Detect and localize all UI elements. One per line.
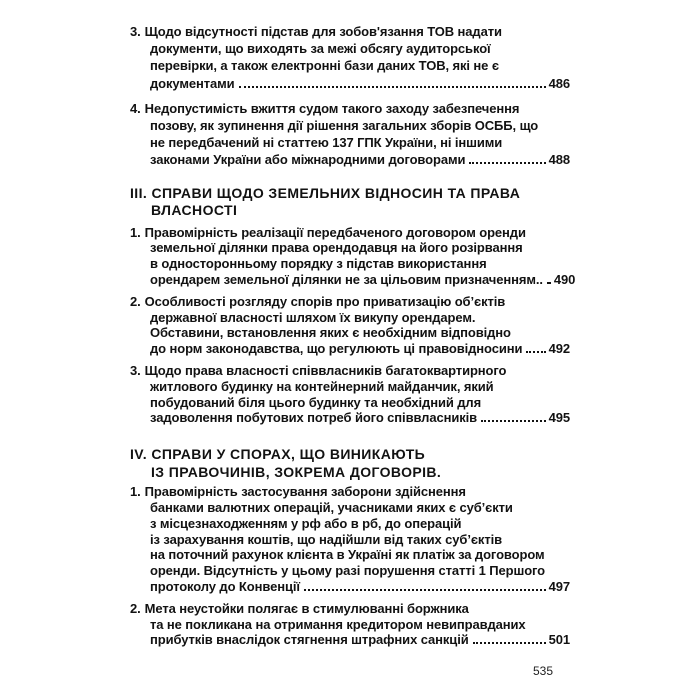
toc-entry-line: [130, 40, 570, 57]
entry-text: Правомірність застосування заборони здійснення: [144, 484, 466, 500]
toc-entry: [130, 294, 570, 357]
dot-leader: [526, 351, 545, 353]
entry-text: не передбачений ні статтею 137 ГПК України, ні іншими: [150, 135, 503, 151]
toc-entry-line: [130, 516, 570, 532]
dot-leader: [547, 282, 551, 284]
entry-text: Особливості розгляду спорів про приватизацію об’єктів: [144, 293, 506, 309]
entry-page-number: 501: [548, 632, 570, 648]
dot-leader: [239, 86, 546, 88]
toc-entry-line: [130, 601, 570, 617]
entry-text: до норм законодавства, що регулюють ці правовідносини: [150, 341, 523, 357]
toc-entry-line: [130, 23, 570, 40]
toc-entry-line: [130, 579, 570, 595]
dot-leader: [481, 420, 546, 422]
entry-number: 4.: [130, 100, 141, 116]
toc-entry-line: [130, 134, 570, 151]
toc-entry-line: [130, 410, 570, 426]
dot-leader: [469, 162, 545, 164]
toc-entry-line: [130, 363, 570, 379]
table-of-contents: [130, 23, 576, 654]
entry-number: 3.: [130, 24, 141, 39]
toc-entry-line: [130, 379, 570, 395]
toc-entry-line: [130, 75, 570, 92]
entry-page-number: 488: [548, 152, 570, 168]
entry-text: Мета неустойки полягає в стимулюванні боржника: [144, 600, 469, 616]
toc-entry-line: [130, 225, 570, 241]
entry-page-number: 492: [548, 341, 570, 357]
entry-text: задоволення побутових потреб його співвласників: [150, 410, 478, 426]
entry-text: оренди. Відсутність у цьому разі порушення статті 1 Першого: [150, 563, 546, 579]
entry-text: позову, як зупинення дії рішення загальних зборів ОСББ, що: [150, 118, 539, 134]
entry-page-number: 495: [548, 410, 570, 426]
entry-text: з місцезнаходженням у рф або в рб, до операцій: [150, 515, 462, 531]
entry-text: перевірки, а також електронні бази даних ТОВ, які не є: [150, 58, 499, 74]
entry-text: земельної ділянки права орендодавця на його розірвання: [150, 240, 523, 256]
toc-section: [130, 446, 570, 648]
entry-text: документами: [150, 75, 235, 91]
entry-text: документи, що виходять за межі обсягу аудиторської: [150, 41, 491, 57]
entry-text: Щодо відсутності підстав для зобов'язання ТОВ надати: [144, 24, 502, 39]
section-heading-line: ВЛАСНОСТІ: [151, 202, 238, 219]
dot-leader: [473, 642, 546, 644]
toc-entry-line: [130, 57, 570, 74]
entry-number: 1.: [130, 224, 141, 240]
entry-text: побудований біля цього будинку та необхідний для: [150, 394, 482, 410]
toc-entry-line: [130, 325, 570, 341]
section-heading: [130, 446, 570, 481]
entry-text: Правомірність реалізації передбаченого договором оренди: [144, 224, 526, 240]
entry-text: Недопустимість вжиття судом такого заходу забезпечення: [144, 100, 520, 116]
toc-entry-line: [130, 151, 570, 168]
entry-page-number: 486: [548, 75, 570, 91]
toc-entry-line: [130, 632, 570, 648]
toc-section: [130, 23, 570, 169]
entry-text: державної власності шляхом їх викупу орендарем.: [150, 309, 476, 325]
toc-entry-line: [130, 310, 570, 326]
section-heading-line: ІІІ. СПРАВИ ЩОДО ЗЕМЕЛЬНИХ ВІДНОСИН ТА ПРАВА: [130, 184, 521, 201]
toc-entry-line: [130, 395, 570, 411]
entry-page-number: 497: [548, 578, 570, 594]
toc-entry: [130, 224, 576, 288]
toc-entry-line: [130, 547, 570, 563]
dot-leader: [304, 589, 546, 591]
entry-text: та не покликана на отримання кредитором невиправданих: [150, 616, 526, 632]
toc-entry: [130, 363, 570, 426]
section-heading-line: IV. СПРАВИ У СПОРАХ, ЩО ВИНИКАЮТЬ: [130, 446, 426, 463]
toc-entry: [130, 100, 570, 169]
entry-text: прибутків внаслідок стягнення штрафних санкцій: [150, 632, 469, 648]
entry-text: Обставини, встановлення яких є необхідним відповідно: [150, 325, 511, 341]
toc-entry: [130, 23, 570, 92]
entry-text: орендарем земельної ділянки не за цільовим призначенням..: [150, 272, 543, 288]
entry-number: 3.: [130, 363, 141, 378]
entry-text: із зарахування коштів, що надійшли від таких суб’єктів: [150, 531, 502, 547]
folio-page-number: 535: [532, 664, 553, 678]
section-heading: [130, 185, 570, 220]
toc-entry-line: [130, 100, 570, 117]
entry-text: в односторонньому порядку з підстав використання: [150, 256, 487, 272]
entry-number: 1.: [130, 484, 141, 500]
toc-section: [130, 184, 576, 427]
toc-entry: [130, 601, 570, 648]
toc-entry-line: [130, 117, 570, 134]
section-heading-line: ІЗ ПРАВОЧИНІВ, ЗОКРЕМА ДОГОВОРІВ.: [151, 463, 442, 480]
entry-text: законами України або міжнародними договорами: [150, 152, 466, 168]
toc-entry-line: [130, 240, 570, 256]
toc-entry: [130, 484, 570, 595]
toc-entry-line: [130, 484, 570, 500]
toc-entry-line: [130, 500, 570, 516]
entry-text: протоколу до Конвенції: [150, 578, 300, 594]
entry-number: 2.: [130, 600, 141, 616]
toc-entry-line: [130, 294, 570, 310]
toc-entry-line: [130, 617, 570, 633]
toc-entry-line: [130, 256, 570, 272]
entry-text: банками валютних операцій, учасниками яких є суб’єкти: [150, 499, 513, 515]
entry-number: 2.: [130, 293, 141, 309]
entry-page-number: 490: [553, 272, 576, 288]
entry-text: на поточний рахунок клієнта в Україні як платіж за договором: [150, 547, 545, 563]
entry-text: Щодо права власності співвласників багатоквартирного: [144, 363, 507, 378]
toc-entry-line: [130, 272, 576, 288]
toc-entry-line: [130, 563, 570, 579]
entry-text: житлового будинку на контейнерний майданчик, який: [150, 378, 494, 394]
page-footer: [0, 664, 553, 678]
toc-entry-line: [130, 532, 570, 548]
toc-entry-line: [130, 341, 570, 357]
